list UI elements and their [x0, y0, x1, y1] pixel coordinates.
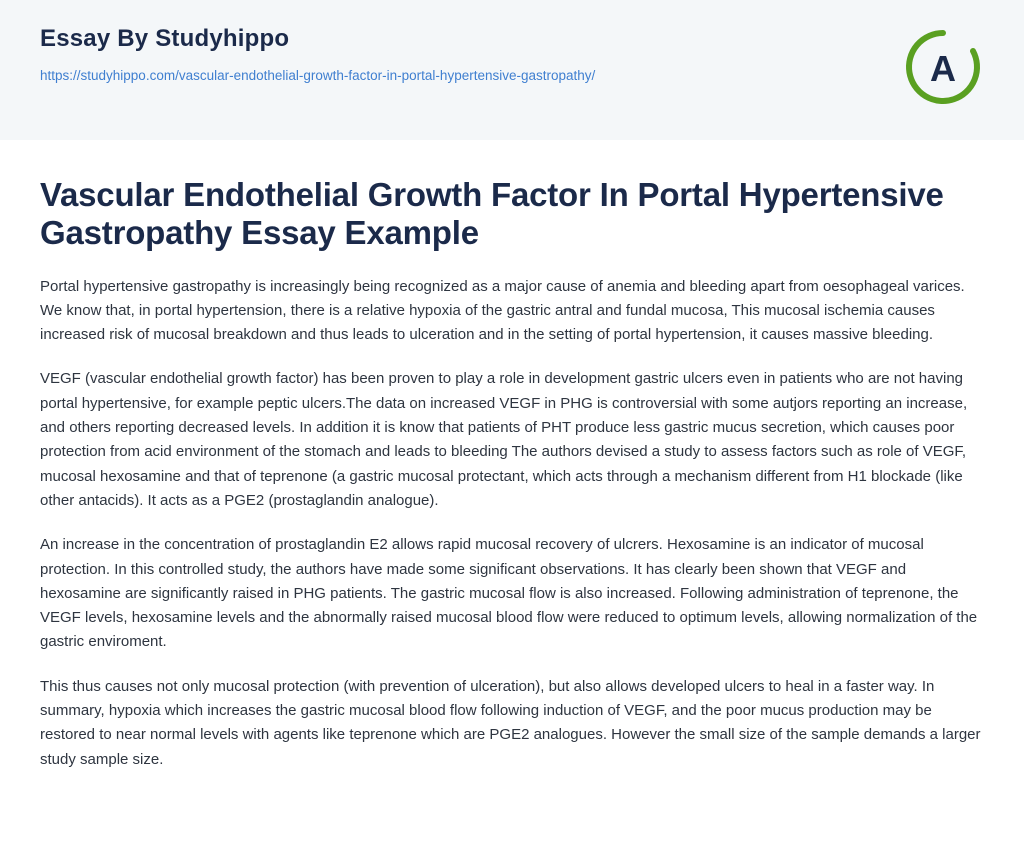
page-title: Vascular Endothelial Growth Factor In Portal Hypertensive Gastropathy Essay Example — [40, 176, 944, 252]
page-header — [0, 0, 1024, 140]
studyhippo-logo-icon — [904, 28, 982, 106]
source-url-link[interactable]: https://studyhippo.com/vascular-endothelial-growth-factor-in-portal-hypertensive-gastropathy/ — [40, 68, 596, 84]
body-paragraph: Portal hypertensive gastropathy is increasingly being recognized as a major cause of anemia and bleeding apart from oesophageal varices. We know that, in portal hypertension, there is a relative hypoxia of the gastric antral and fundal mucosa, This mucosal ischemia causes increased risk of mucosal breakdown and thus leads to ulceration and in the setting of portal hypertension, it causes massive bleeding. — [40, 277, 965, 344]
svg-text:A: A — [930, 48, 956, 89]
document-content — [0, 140, 1024, 792]
brand-title: Essay By Studyhippo — [40, 25, 290, 52]
body-paragraph: VEGF (vascular endothelial growth factor) has been proven to play a role in development gastric ulcers even in patients who are not having portal hypertensive, for example peptic ulcers.The data on increased VEGF in PHG is controversial with some autjors reporting an increase, and others reporting decreased levels. In addition it is know that patients of PHT produce less gastric mucus secretion, which causes poor protection from acid environment of the stomach and leads to bleeding The authors devised a study to assess factors such as role of VEGF, mucosal hexosamine and that of teprenone (a gastric mucosal protectant, which acts through a mechanism different from H1 blockade (like other antacids). It acts as a PGE2 (prostaglandin analogue). — [40, 370, 968, 509]
body-paragraph: An increase in the concentration of prostaglandin E2 allows rapid mucosal recovery of ulcrers. Hexosamine is an indicator of mucosal protection. In this controlled study, the authors have made some significant observations. It has clearly been shown that VEGF and hexosamine are significantly raised in PHG patients. The gastric mucosal flow is also increased. Following administration of teprenone, the VEGF levels, hexosamine levels and the abnormally raised mucosal blood flow were reduced to optimum levels, allowing normalization of the gastric enviroment. — [40, 536, 978, 651]
body-paragraph: This thus causes not only mucosal protection (with prevention of ulceration), but also allows developed ulcers to heal in a faster way. In summary, hypoxia which increases the gastric mucosal blood flow following induction of VEGF, and the poor mucus production may be restored to near normal levels with agents like teprenone which are PGE2 analogues. However the small size of the sample demands a larger study sample size. — [40, 677, 981, 768]
